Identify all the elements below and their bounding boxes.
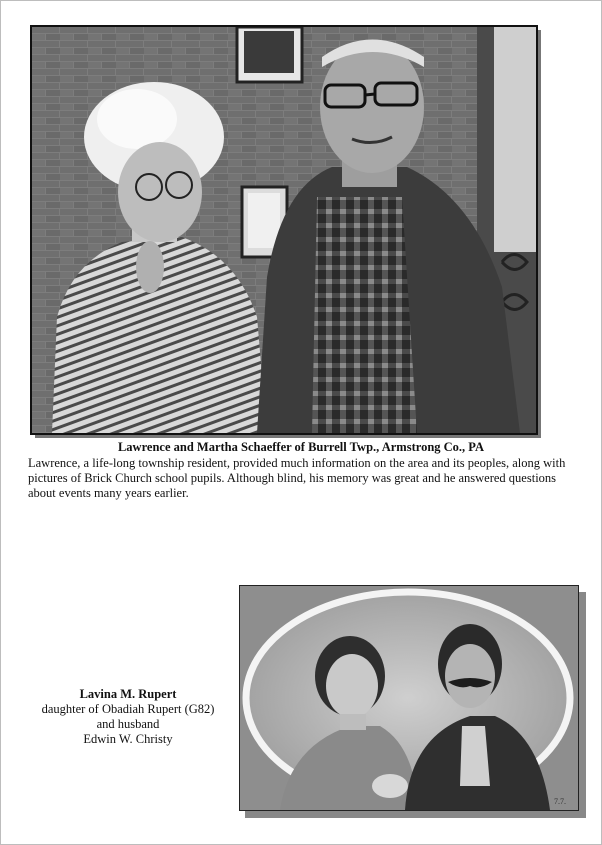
caption-name: Lavina M. Rupert — [79, 687, 177, 701]
schaeffer-couple-photo — [30, 25, 538, 435]
rupert-christy-photo — [239, 585, 579, 811]
photo-corner-mark: 7.7. — [554, 797, 566, 806]
top-photo-caption-body: Lawrence, a life-long township resident, provided much information on the area and its peoples, along with pictures of Brick Church school pupils. Although blind, his memory was great and he answered questions about events many years earlier. — [28, 456, 566, 500]
caption-line-3: Edwin W. Christy — [83, 732, 173, 746]
caption-line-1: daughter of Obadiah Rupert (G82) — [41, 702, 215, 716]
top-photo-caption-title: Lawrence and Martha Schaeffer of Burrell Twp., Armstrong Co., PA — [117, 440, 485, 454]
bottom-photo-caption — [28, 687, 228, 747]
caption-line-2: and husband — [96, 717, 160, 731]
